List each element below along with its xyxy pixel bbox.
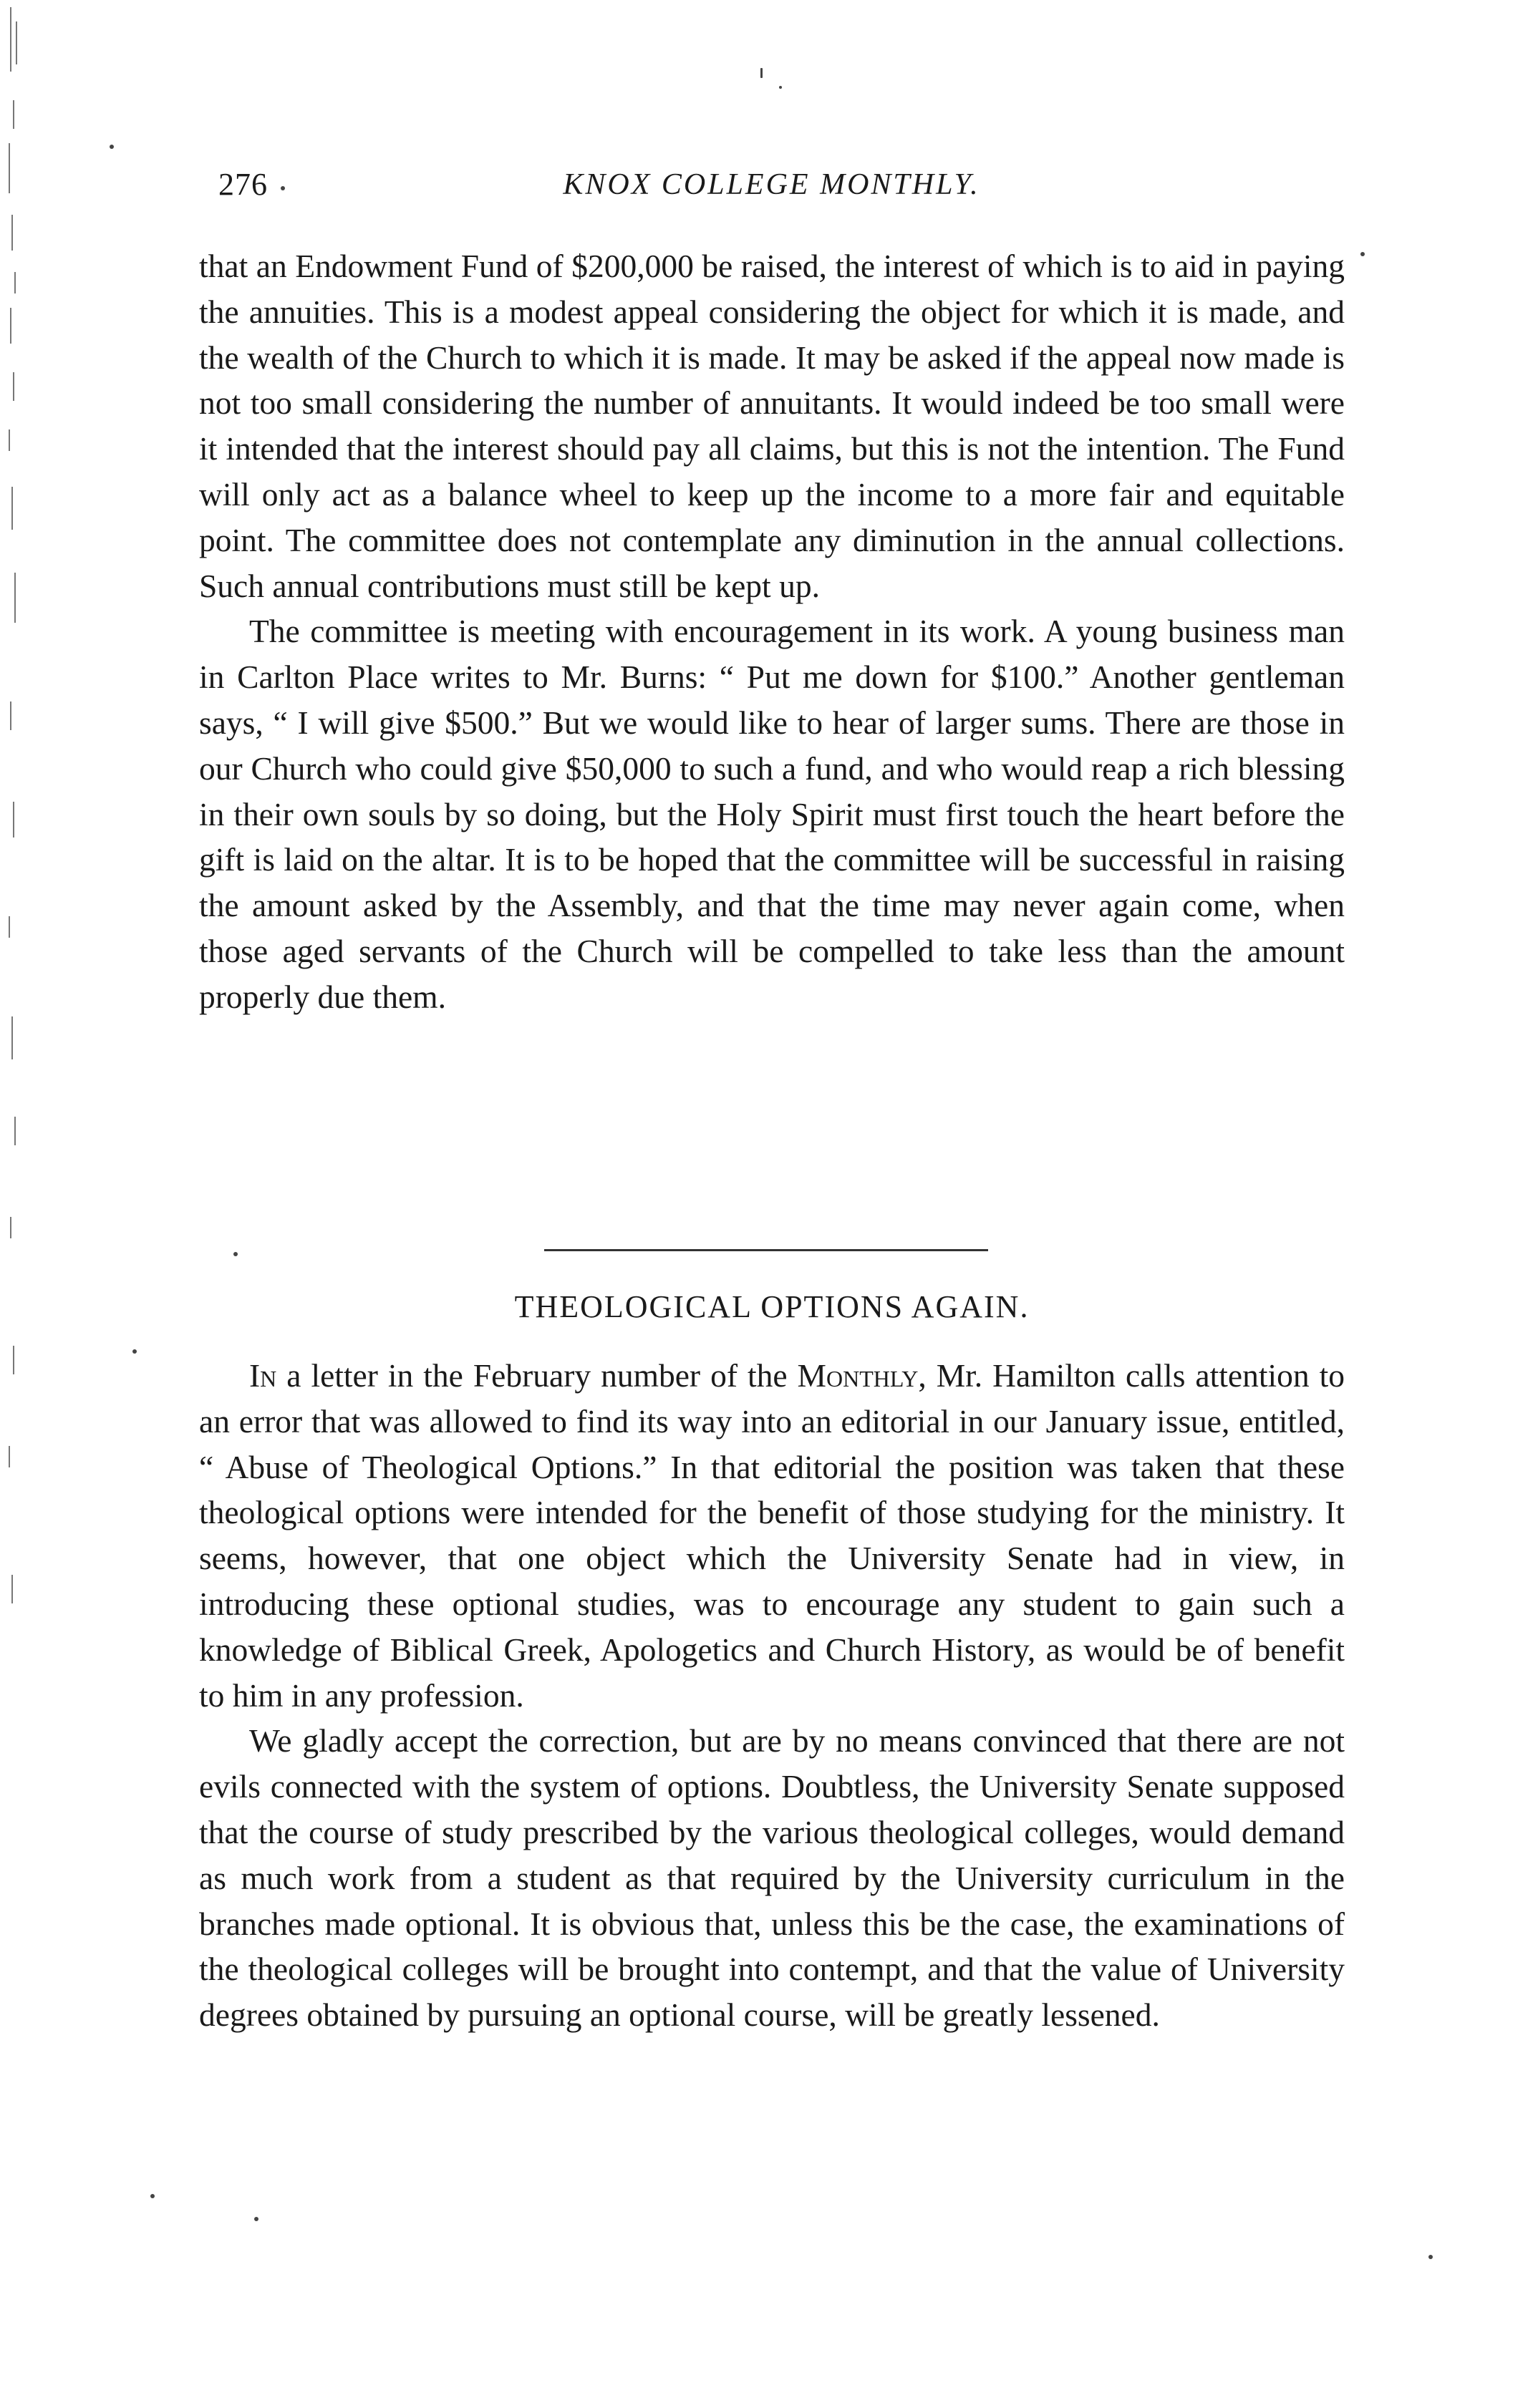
section-divider bbox=[544, 1249, 988, 1251]
paragraph bbox=[199, 1353, 1345, 1718]
scan-speck bbox=[779, 86, 782, 89]
scan-gutter bbox=[0, 0, 43, 1646]
scan-speck bbox=[132, 1349, 137, 1354]
lead-in: In bbox=[249, 1357, 277, 1394]
scan-speck bbox=[254, 2217, 258, 2221]
paragraph-text: , Mr. Hamilton calls attention to an error that was allowed to find its way into an editorial in our January issue, entitled, “ Abuse of Theological Options.” In that editorial the position was taken that these theological options were intended for the benefit of those studying for the ministry. It seems, however, that one object which the University Senate had in view, in introducing these optional studies, was to encourage any student to gain such a knowledge of Biblical Greek, Apologetics and Church History, as would be of benefit to him in any profession. bbox=[199, 1357, 1345, 1714]
section-body bbox=[199, 1353, 1345, 2038]
scan-speck bbox=[1428, 2255, 1433, 2259]
paragraph-text: a letter in the February number of the bbox=[276, 1357, 798, 1394]
page-number: 276 bbox=[218, 167, 268, 202]
scan-speck bbox=[1360, 252, 1365, 256]
running-head: KNOX COLLEGE MONTHLY. bbox=[563, 168, 980, 201]
paragraph: The committee is meeting with encouragement in its work. A young business man in Carlton Place writes to Mr. Burns: “ Put me down for $100.” Another gentleman says, “ I will give $500.” But we would like to hear of larger sums. There are those in our Church who could give $50,000 to such a fund, and who would reap a rich blessing in their own souls by so doing, but the Holy Spirit must first touch the heart before the gift is laid on the altar. It is to be hoped that the committee will be successful in raising the amount asked by the Assembly, and that the time may never again come, when those aged servants of the Church will be compelled to take less than the amount properly due them. bbox=[199, 613, 1345, 1015]
section-title: THEOLOGICAL OPTIONS AGAIN. bbox=[514, 1289, 1030, 1324]
paragraph: that an Endowment Fund of $200,000 be raised, the interest of which is to aid in paying the annuities. This is a modest appeal considering the object for which it is made, and the wealth of the Church to which it is made. It may be asked if the appeal now made is not too small considering the number of annuitants. It would indeed be too small were it intended that the interest should pay all claims, but this is not the intention. The Fund will only act as a balance wheel to keep up the income to a more fair and equitable point. The committee does not contemplate any diminution in the annual collections. Such annual contributions must still be kept up. bbox=[199, 248, 1345, 604]
scan-speck bbox=[233, 1252, 238, 1256]
scan-speck bbox=[110, 145, 114, 149]
article-continued bbox=[199, 243, 1345, 1020]
page-header bbox=[204, 166, 1339, 216]
publication-name: Monthly bbox=[797, 1357, 919, 1394]
scan-speck bbox=[760, 68, 763, 78]
scan-speck bbox=[150, 2194, 155, 2198]
paragraph: We gladly accept the correction, but are by no means convinced that there are not evils connected with the system of options. Doubtless, the University Senate supposed that the course of study prescribed by the various theological colleges, would demand as much work from a student as that required by the University curriculum in the branches made optional. It is obvious that, unless this be the case, the examinations of the theological colleges will be brought into contempt, and that the value of University degrees obtained by pursuing an optional course, will be greatly lessened. bbox=[199, 1722, 1345, 2034]
